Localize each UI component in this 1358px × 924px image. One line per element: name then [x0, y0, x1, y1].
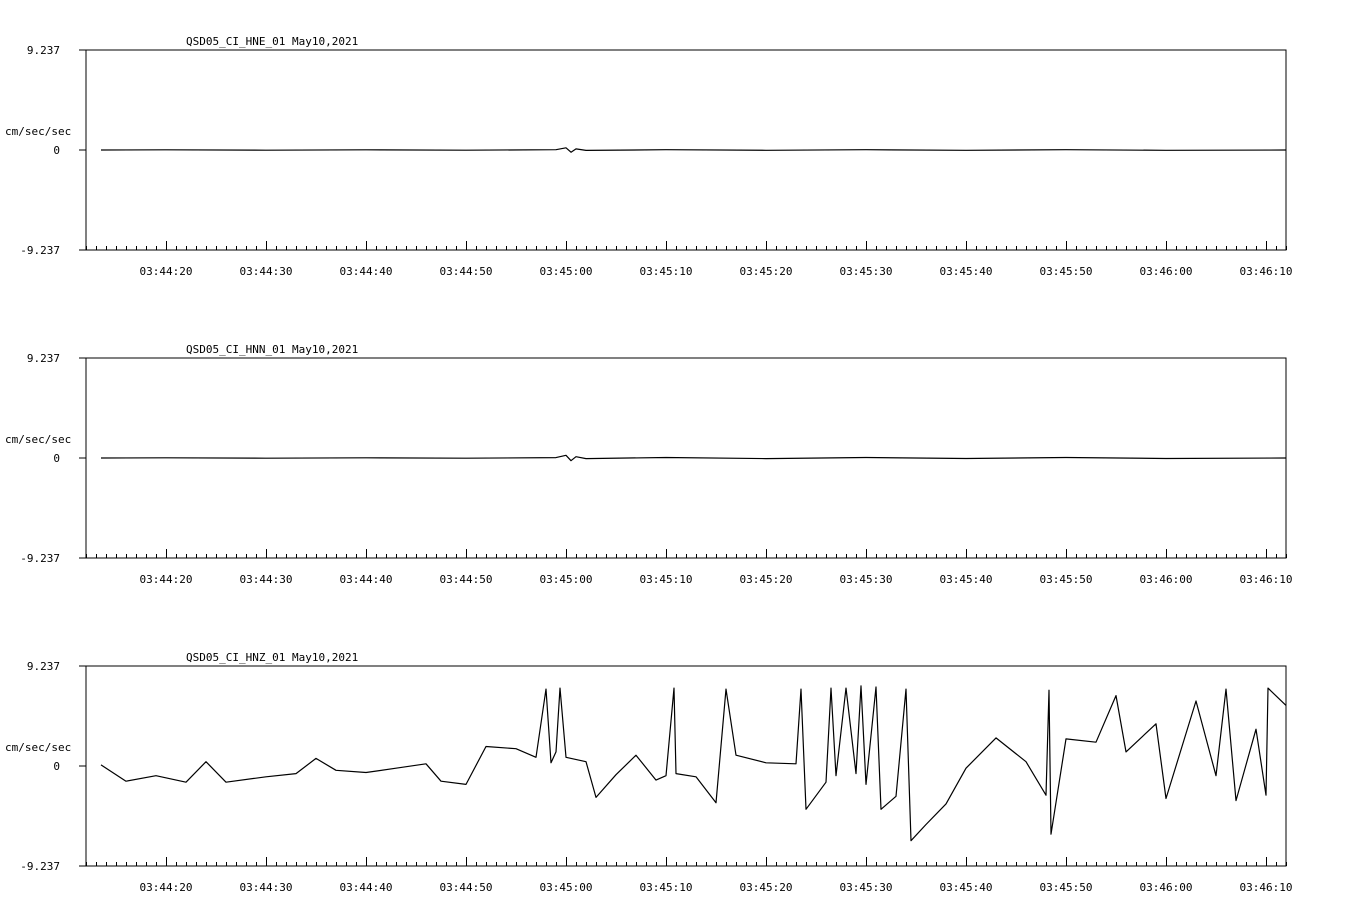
y-tick-label: 0 [53, 452, 60, 465]
x-tick-label: 03:45:00 [539, 573, 593, 586]
y-axis-label: cm/sec/sec [5, 433, 72, 446]
x-tick-label: 03:46:00 [1139, 573, 1193, 586]
x-tick-label: 03:45:10 [639, 881, 693, 894]
x-tick-label: 03:44:20 [139, 881, 193, 894]
x-tick-label: 03:44:20 [139, 573, 193, 586]
x-tick-label: 03:45:00 [539, 265, 593, 278]
x-tick-label: 03:45:10 [639, 265, 693, 278]
x-tick-label: 03:46:00 [1139, 881, 1193, 894]
chart-title: QSD05_CI_HNZ_01 May10,2021 [186, 651, 359, 664]
y-axis-label: cm/sec/sec [5, 741, 72, 754]
y-tick-label: 9.237 [26, 44, 60, 57]
x-tick-label: 03:44:30 [239, 881, 293, 894]
x-tick-label: 03:45:30 [839, 881, 893, 894]
panel-3 [5, 651, 1292, 894]
x-tick-label: 03:45:40 [939, 265, 993, 278]
x-tick-label: 03:45:20 [739, 265, 793, 278]
panel-2 [5, 343, 1292, 586]
y-axis-label: cm/sec/sec [5, 125, 72, 138]
x-tick-label: 03:45:50 [1039, 265, 1093, 278]
chart-title: QSD05_CI_HNE_01 May10,2021 [186, 35, 359, 48]
x-tick-label: 03:44:20 [139, 265, 193, 278]
y-tick-label: 9.237 [26, 352, 60, 365]
x-tick-label: 03:45:50 [1039, 573, 1093, 586]
y-tick-label: -9.237 [20, 860, 60, 873]
x-tick-label: 03:44:50 [439, 265, 493, 278]
x-tick-label: 03:44:50 [439, 573, 493, 586]
x-tick-label: 03:46:10 [1239, 265, 1293, 278]
x-tick-label: 03:45:00 [539, 881, 593, 894]
chart-title: QSD05_CI_HNN_01 May10,2021 [186, 343, 359, 356]
x-tick-label: 03:44:40 [339, 573, 393, 586]
y-tick-label: -9.237 [20, 244, 60, 257]
x-tick-label: 03:45:30 [839, 265, 893, 278]
plot-frame [86, 666, 1286, 866]
x-tick-label: 03:46:10 [1239, 881, 1293, 894]
panel-1 [5, 35, 1292, 278]
waveform-trace [101, 455, 1286, 460]
y-tick-label: 0 [53, 760, 60, 773]
x-tick-label: 03:44:30 [239, 265, 293, 278]
x-tick-label: 03:45:30 [839, 573, 893, 586]
x-tick-label: 03:44:50 [439, 881, 493, 894]
waveform-trace [101, 148, 1286, 152]
y-tick-label: -9.237 [20, 552, 60, 565]
x-tick-label: 03:46:00 [1139, 265, 1193, 278]
x-tick-label: 03:45:50 [1039, 881, 1093, 894]
x-tick-label: 03:44:40 [339, 265, 393, 278]
y-tick-label: 9.237 [26, 660, 60, 673]
x-tick-label: 03:44:30 [239, 573, 293, 586]
x-tick-label: 03:45:20 [739, 881, 793, 894]
x-tick-label: 03:46:10 [1239, 573, 1293, 586]
x-tick-label: 03:45:10 [639, 573, 693, 586]
y-tick-label: 0 [53, 144, 60, 157]
x-tick-label: 03:45:20 [739, 573, 793, 586]
x-tick-label: 03:45:40 [939, 881, 993, 894]
x-tick-label: 03:45:40 [939, 573, 993, 586]
waveform-trace [101, 686, 1286, 841]
x-tick-label: 03:44:40 [339, 881, 393, 894]
